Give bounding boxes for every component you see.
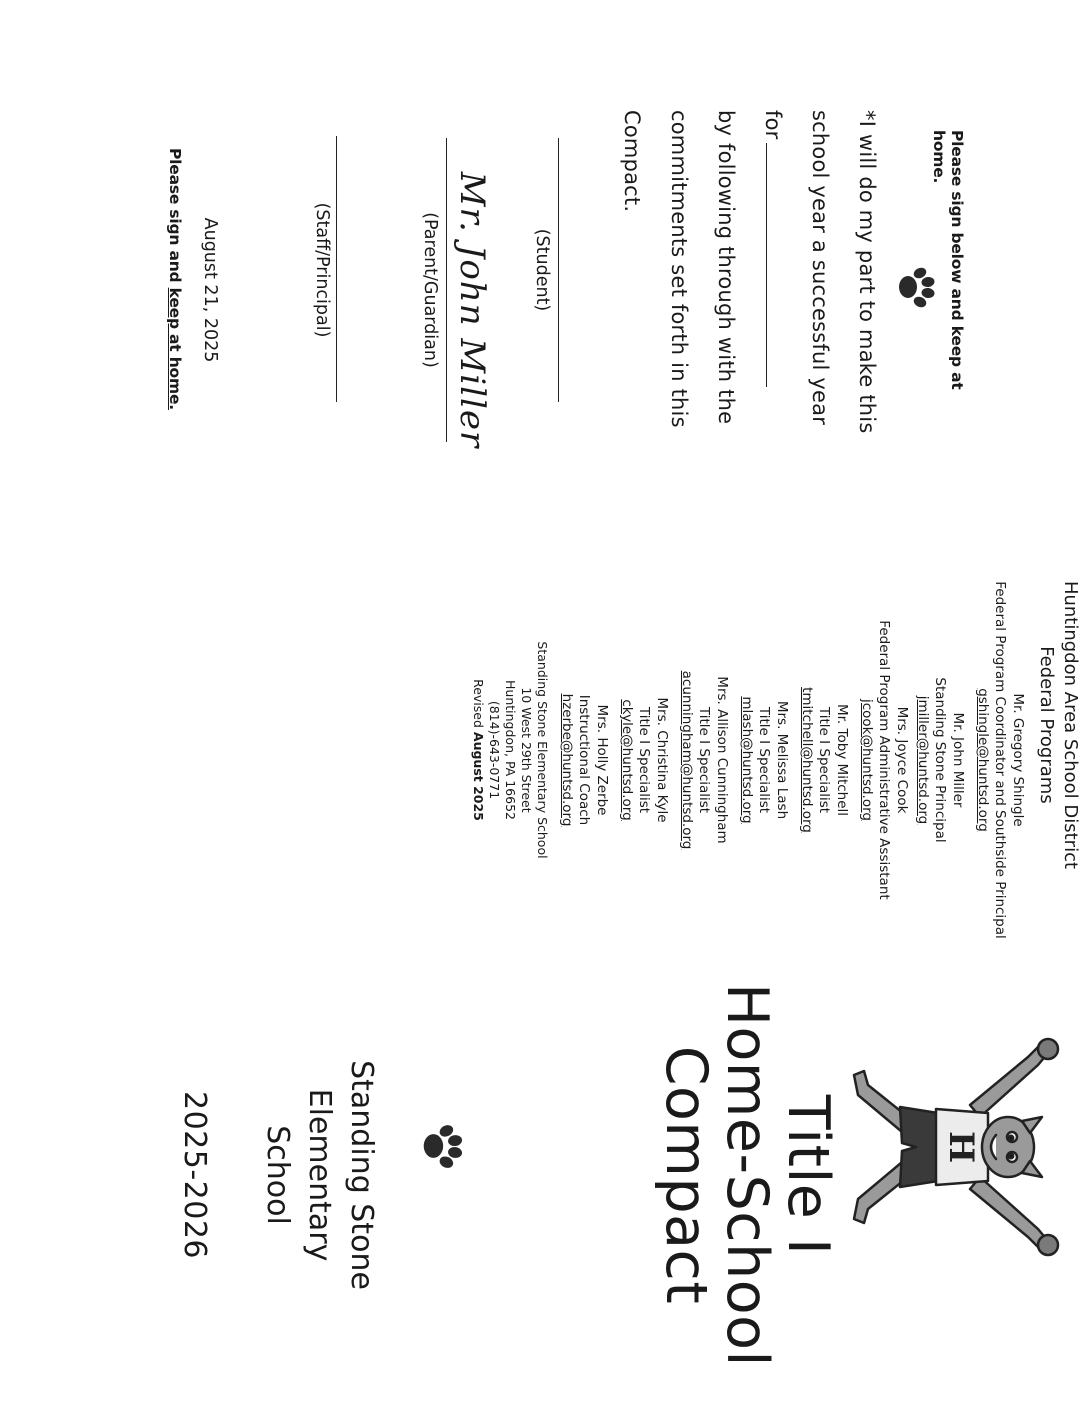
school-year: 2025-2026 — [177, 1090, 212, 1260]
pledge-line: *I will do my part to make this — [855, 110, 879, 434]
student-name-blank[interactable] — [766, 143, 768, 387]
contact-name: Mr. Gregory Shingle — [1010, 693, 1026, 827]
contact-email[interactable]: mlash@huntsd.org — [739, 696, 755, 824]
sign-instruction-top: Please sign below and keep at home. — [930, 130, 966, 390]
contact-block — [678, 570, 731, 950]
contact-title: Standing Stone Principal — [932, 677, 949, 843]
student-label: (Student) — [532, 228, 552, 312]
department-name: Federal Programs — [1036, 646, 1057, 804]
staff-signature-line[interactable] — [336, 136, 338, 402]
pledge-line: commitments set forth in this — [667, 110, 691, 428]
contact-email[interactable]: tmitchell@huntsd.org — [799, 687, 815, 833]
title-line: Home-School — [714, 983, 780, 1367]
parent-label: (Parent/Guardian) — [420, 212, 440, 368]
parent-signature-line[interactable] — [446, 138, 448, 442]
contact-block — [914, 570, 967, 950]
contact-name: Mrs. Christina Kyle — [654, 697, 670, 823]
revised-prefix: Revised — [471, 679, 486, 732]
address-street: 10 West 29th Street — [519, 687, 534, 813]
contact-block — [974, 570, 1027, 950]
revised-date: August 2025 — [471, 731, 486, 821]
contact-email[interactable]: jmiller@huntsd.org — [915, 695, 931, 825]
contact-title: Title I Specialist — [756, 706, 773, 814]
revision-note — [470, 600, 486, 900]
contact-block — [858, 570, 911, 950]
school-name — [256, 940, 382, 1410]
pledge-line: for — [761, 110, 785, 140]
contact-email[interactable]: jcook@huntsd.org — [859, 698, 875, 821]
student-signature-line[interactable] — [558, 138, 560, 402]
principal-signature: Mr. John Miller — [452, 171, 492, 449]
contact-email[interactable]: acunningham@huntsd.org — [679, 670, 695, 850]
contact-block — [798, 570, 851, 950]
contact-block — [558, 570, 611, 950]
title-line: Compact — [653, 1045, 719, 1305]
contact-title: Title I Specialist — [696, 706, 713, 814]
sign-instruction-bottom — [166, 148, 184, 468]
keep-at-home-emphasis: keep at home. — [166, 287, 184, 410]
contact-title: Title I Specialist — [636, 706, 653, 814]
contact-name: Mrs. Allison Cunningham — [714, 676, 730, 844]
address-school: Standing Stone Elementary School — [535, 641, 550, 859]
contact-block — [738, 570, 791, 950]
paw-print-icon — [414, 1119, 468, 1173]
contact-block — [618, 570, 671, 950]
pledge-line-for — [749, 110, 796, 450]
staff-label: (Staff/Principal) — [312, 202, 332, 338]
contact-title: Title I Specialist — [816, 706, 833, 814]
title-line: Title I — [775, 1094, 841, 1256]
school-line: School — [260, 1125, 295, 1225]
address-city: Huntingdon, PA 16652 — [503, 680, 518, 820]
contact-title: Federal Program Coordinator and Southside Principal — [992, 581, 1009, 939]
contact-title: Instructional Coach — [576, 694, 593, 826]
wildcat-mascot-icon — [848, 1005, 1078, 1290]
contact-name: Mr. Toby Mitchell — [834, 703, 850, 817]
sign-instruction-bottom-prefix: Please sign and — [166, 148, 184, 288]
pledge-line: Compact. — [620, 110, 644, 213]
school-address — [470, 600, 550, 900]
date-signed: August 21, 2025 — [200, 217, 220, 363]
paw-print-icon — [890, 262, 940, 312]
contact-email[interactable]: ckyle@huntsd.org — [619, 699, 635, 821]
pledge-line: by following through with the — [714, 110, 738, 425]
contact-email[interactable]: gshingle@huntsd.org — [975, 688, 991, 832]
school-line: Standing Stone — [344, 1060, 379, 1290]
compact-title — [653, 940, 841, 1410]
district-name: Huntingdon Area School District — [1060, 580, 1081, 870]
pledge-line: school year a successful year — [808, 110, 832, 426]
contact-name: Mrs. Melissa Lash — [774, 700, 790, 820]
contact-title: Federal Program Administrative Assistant — [876, 620, 893, 900]
school-line: Elementary — [302, 1088, 337, 1262]
contact-name: Mrs. Joyce Cook — [894, 706, 910, 814]
contact-name: Mr. John Miller — [950, 712, 966, 808]
contact-name: Mrs. Holly Zerbe — [594, 704, 610, 816]
address-phone: (814)-643-0771 — [487, 700, 502, 800]
mascot-letter: H — [941, 1130, 981, 1164]
pledge-statement — [608, 110, 890, 450]
district-heading — [1034, 575, 1082, 875]
contact-email[interactable]: hzerbe@huntsd.org — [559, 693, 575, 827]
